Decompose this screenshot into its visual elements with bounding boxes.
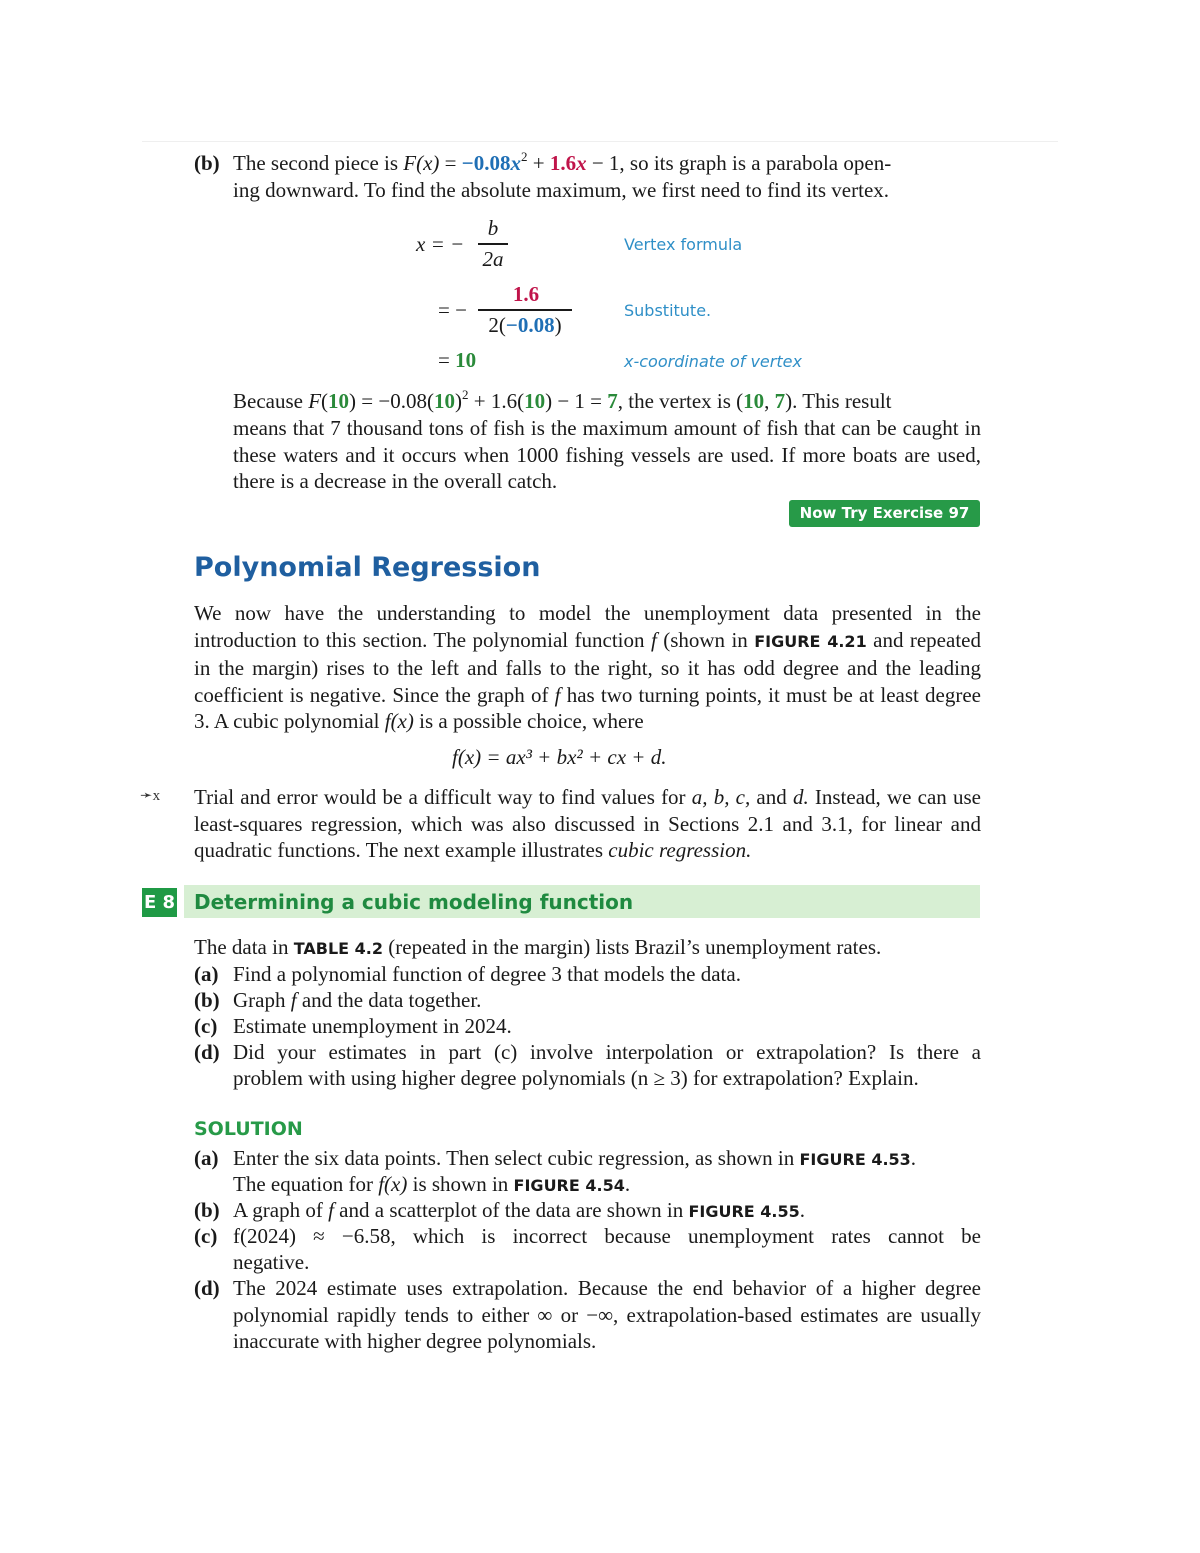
because-line1: Because $F(10) = -0.08(10)^2 + 1.6(10) - 1 = 7$, the vertex is (10, 7). This result bbox=[233, 387, 892, 413]
example-item-c-label: (c) bbox=[194, 1014, 218, 1038]
page-top-rule bbox=[142, 141, 1058, 142]
vertex-x-eq: x = − bbox=[416, 232, 465, 256]
example-item-d-label: (d) bbox=[194, 1040, 220, 1064]
vertex-num-b: b bbox=[487, 216, 499, 240]
vertex-den-2a: 2a bbox=[482, 247, 504, 271]
part-b-label: (b) bbox=[194, 151, 220, 175]
example-item-a-text: Find a polynomial function of degree 3 that models the data. bbox=[233, 962, 741, 986]
solution-a-line1: Enter the six data points. Then select cubic regression, as shown in FIGURE 4.53. bbox=[233, 1146, 917, 1170]
solution-a-line2: The equation for f(x) is shown in FIGURE 4.54. bbox=[233, 1172, 631, 1196]
note-vertex-formula: Vertex formula bbox=[624, 235, 743, 254]
example-number-tab: E 8 bbox=[142, 888, 177, 917]
vertex-eq2: = − bbox=[438, 298, 467, 322]
vertex-frac-bar-2 bbox=[478, 309, 572, 311]
solution-b-label: (b) bbox=[194, 1198, 220, 1222]
example-item-a-label: (a) bbox=[194, 962, 219, 986]
solution-heading: SOLUTION bbox=[194, 1118, 303, 1140]
solution-c-label: (c) bbox=[194, 1224, 218, 1248]
note-substitute: Substitute. bbox=[624, 301, 712, 320]
section-title: Polynomial Regression bbox=[194, 552, 541, 583]
vertex-den-2-neg-008: 2(−0.08) bbox=[488, 313, 562, 337]
solution-c-line2: negative. bbox=[233, 1250, 310, 1274]
now-try-exercise-button[interactable]: Now Try Exercise 97 bbox=[789, 500, 980, 527]
example-item-d-line1: Did your estimates in part (c) involve interpolation or extrapolation? Is there a bbox=[233, 1040, 981, 1064]
example-intro: The data in TABLE 4.2 (repeated in the margin) lists Brazil’s unemployment rates. bbox=[194, 935, 882, 959]
part-b-line2: ing downward. To find the absolute maximum, we first need to find its vertex. bbox=[233, 178, 890, 202]
solution-b-text: A graph of f and a scatterplot of the data are shown in FIGURE 4.55. bbox=[233, 1198, 806, 1222]
margin-arrow-icon: ➛x bbox=[140, 788, 161, 804]
solution-d-text: The 2024 estimate uses extrapolation. Because the end behavior of a higher degree polynomial rapidly tends to either ∞ or −∞, extrapolation-based estimates are usually inaccurate with higher degree polynomials. bbox=[233, 1276, 981, 1353]
solution-a-label: (a) bbox=[194, 1146, 219, 1170]
because-rest: means that 7 thousand tons of fish is the maximum amount of fish that can be caught in these waters and it occurs when 1000 fishing vessels are used. If more boats are used, there is a decrease in the overall catch. bbox=[233, 416, 981, 493]
example-title: Determining a cubic modeling function bbox=[194, 890, 634, 914]
vertex-frac-bar-1 bbox=[478, 243, 508, 245]
cubic-equation: f(x) = ax³ + bx² + cx + d. bbox=[452, 745, 667, 769]
example-item-b-label: (b) bbox=[194, 988, 220, 1012]
trial-paragraph: Trial and error would be a difficult way to find values for a, b, c, and d. Instead, we can use least-squares regression, which was also discussed in Sections 2.1 and 3.1, for linear and quadratic functions. The next example illustrates cubic regression. bbox=[194, 785, 981, 862]
intro-paragraph: We now have the understanding to model the unemployment data presented in the introduction to this section. The polynomial function f (shown in FIGURE 4.21 and repeated in the margin) rises to the left and falls to the right, so it has odd degree and the leading coefficient is negative. Since the graph of f has two turning points, it must be at least degree 3. A cubic polynomial f(x) is a possible choice, where bbox=[194, 601, 981, 733]
note-x-coordinate: x-coordinate of vertex bbox=[624, 352, 802, 371]
example-item-d-line2: problem with using higher degree polynomials (n ≥ 3) for extrapolation? Explain. bbox=[233, 1066, 919, 1090]
example-item-b-text: Graph f and the data together. bbox=[233, 988, 482, 1012]
part-b-line1: The second piece is $F(x) = -0.08x^2 + 1.6x - 1$, so its graph is a parabola open- bbox=[233, 149, 892, 175]
solution-d-label: (d) bbox=[194, 1276, 220, 1300]
solution-c-line1: f(2024) ≈ −6.58, which is incorrect because unemployment rates cannot be bbox=[233, 1224, 981, 1248]
example-item-c-text: Estimate unemployment in 2024. bbox=[233, 1014, 512, 1038]
vertex-num-1-6: 1.6 bbox=[512, 282, 540, 306]
vertex-eq3: = 10 bbox=[438, 348, 477, 372]
